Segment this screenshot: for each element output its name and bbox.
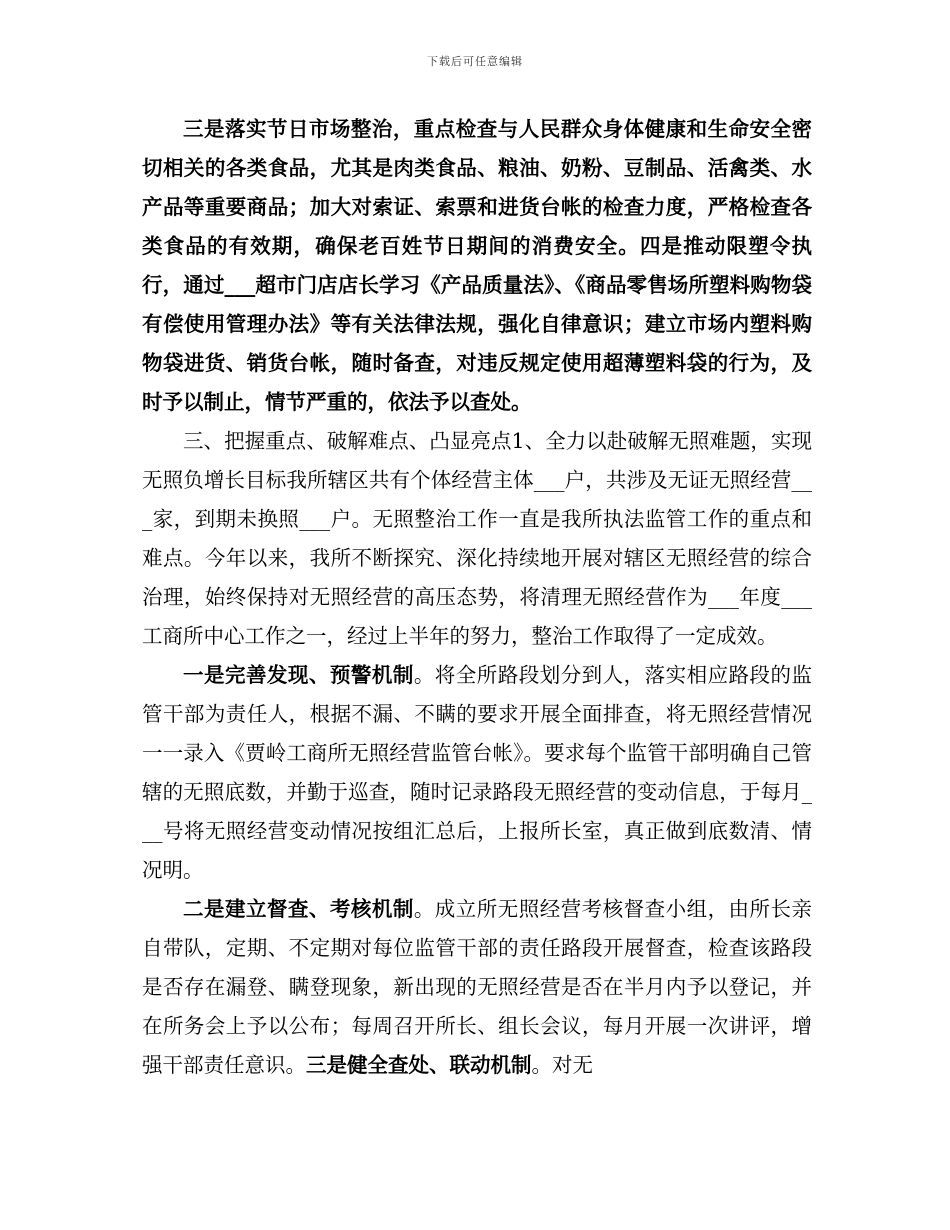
document-body — [142, 110, 812, 1085]
paragraph-supervision-mechanism — [142, 890, 812, 1085]
paragraph-warning-mechanism — [142, 656, 812, 890]
paragraph-4-text: 。成立所无照经营考核督查小组，由所长亲自带队，定期、不定期对每位监管干部的责任路段开展督查，检查该路段是否存在漏登、瞒登现象，新出现的无照经营是否在半月内予以登记，并在所务会上予以公布；每周召开所长、组长会议，每月开展一次讲评，增强干部责任意识。 — [142, 897, 813, 1077]
paragraph-1-text: 三是落实节日市场整治，重点检查与人民群众身体健康和生命安全密切相关的各类食品，尤其是肉类食品、粮油、奶粉、豆制品、活禽类、水产品等重要商品；加大对索证、索票和进货台帐的检查力度，严格检查各类食品的有效期，确保老百姓节日期间的消费安全。四是推动限塑令执行，通过___超市门店店长学习《产品质量法》、《商品零售场所塑料购物袋有偿使用管理办法》等有关法律法规，强化自律意识；建立市场内塑料购物袋进货、销货台帐，随时备查，对违反规定使用超薄塑料袋的行为，及时予以制止，情节严重的，依法予以查处。 — [142, 117, 812, 414]
paragraph-4-tail: 。对无 — [531, 1053, 593, 1077]
paragraph-3-heading: 一是完善发现、预警机制 — [183, 663, 414, 687]
paragraph-2-text: 三、把握重点、破解难点、凸显亮点1、全力以赴破解无照难题，实现无照负增长目标我所辖区共有个体经营主体___户，共涉及无证无照经营___家，到期未换照___户。无照整治工作一直是我所执法监管工作的重点和难点。今年以来，我所不断探究、深化持续地开展对辖区无照经营的综合治理，始终保持对无照经营的高压态势，将清理无照经营作为___年度___工商所中心工作之一，经过上半年的努力，整治工作取得了一定成效。 — [142, 429, 812, 648]
paragraph-unlicensed-overview — [142, 422, 812, 656]
page-header: 下载后可任意编辑 — [427, 55, 523, 68]
paragraph-market-rectification — [142, 110, 812, 422]
paragraph-3-text: 。将全所路段划分到人，落实相应路段的监管干部为责任人，根据不漏、不瞒的要求开展全面排查，将无照经营情况一一录入《贾岭工商所无照经营监管台帐》。要求每个监管干部明确自己管辖的无照底数，并勤于巡查，随时记录路段无照经营的变动信息，于每月___号将无照经营变动情况按组汇总后，上报所长室，真正做到底数清、情况明。 — [142, 663, 813, 882]
paragraph-4-heading: 二是建立督查、考核机制 — [183, 897, 414, 921]
paragraph-4-subheading: 三是健全查处、联动机制 — [306, 1053, 532, 1077]
